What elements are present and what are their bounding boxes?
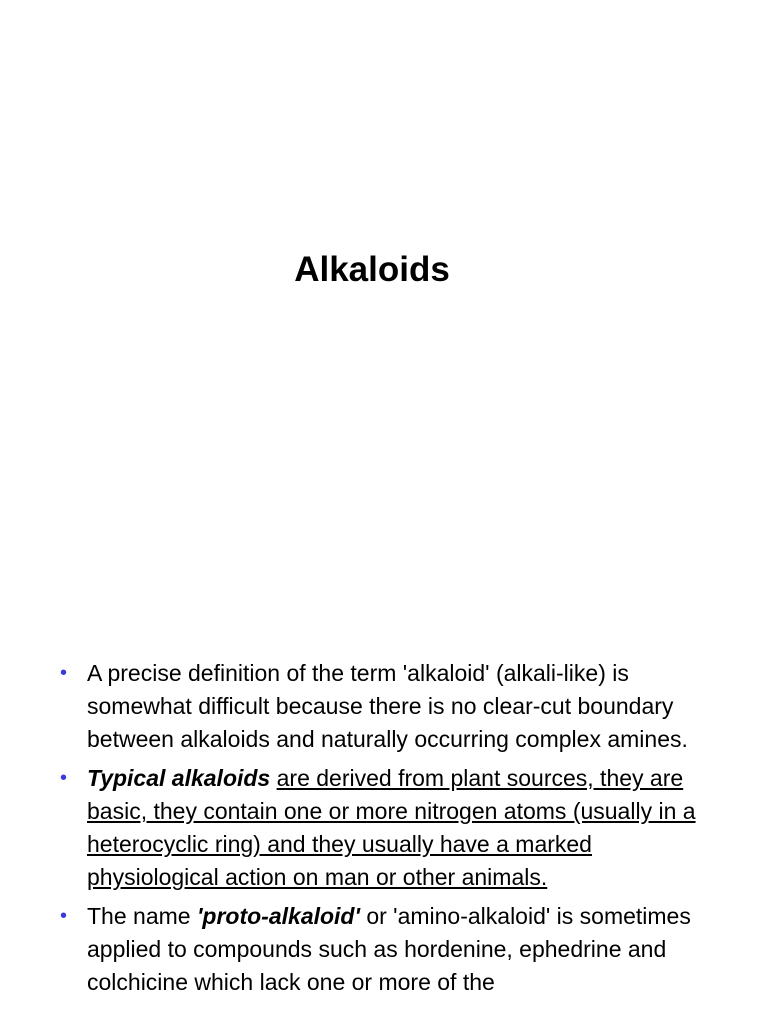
bullet-emphasis: 'proto-alkaloid' (196, 903, 360, 929)
bullet-list (60, 657, 700, 1005)
bullet-dot-icon: • (60, 905, 68, 927)
bullet-item (60, 657, 700, 756)
bullet-item (60, 762, 700, 894)
bullet-dot-icon: • (60, 767, 68, 789)
bullet-text: A precise definition of the term 'alkaloid' (alkali-like) is somewhat difficult because there is no clear-cut boundary between alkaloids and naturally occurring complex amines. (87, 660, 688, 752)
bullet-underlined-text: are derived from plant sources, they are basic, they contain one or more nitrogen atoms (usually in a heterocyclic ring) and they usually have a marked physiological action on man or other animals. (87, 765, 696, 890)
bullet-prefix: The name (87, 903, 197, 929)
bullet-item (60, 900, 700, 999)
bullet-dot-icon: • (60, 662, 68, 684)
slide-title: Alkaloids (294, 250, 450, 289)
bullet-text: or 'amino-alkaloid' is sometimes applied to compounds such as hordenine, ephedrine and colchicine which lack one or more of the (87, 903, 691, 995)
bullet-emphasis: Typical alkaloids (87, 765, 271, 791)
